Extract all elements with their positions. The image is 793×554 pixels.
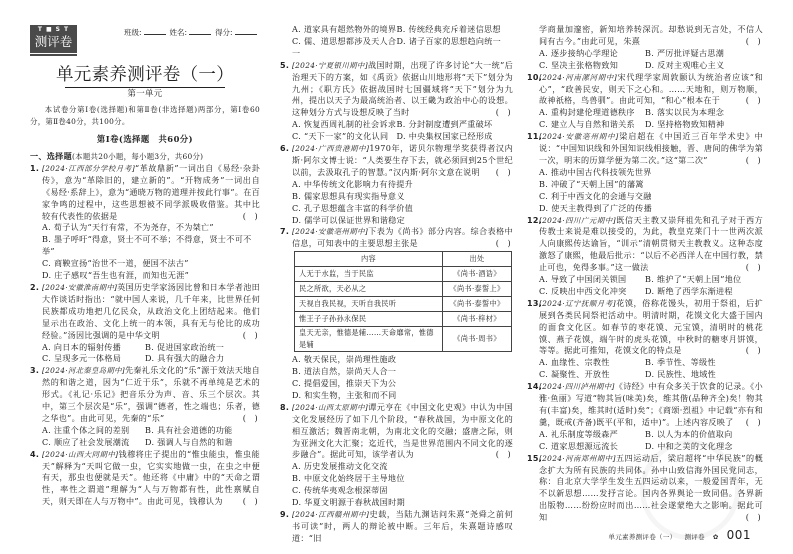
option-b[interactable]: B. 严厉批评疑古思潮	[645, 47, 725, 58]
column-1	[30, 62, 260, 508]
question-text: 《诗经》中有众多关于饮食的记录。《小雅·鱼丽》写道“物其旨(味美)矣，维其偕(品种齐全)矣！物其有(丰富)矣，维其时(适时)矣”；《商颂·烈祖》中记载“亦有和羹，既戒(齐备)既平(平和，适中)”。上述内容反映了	[539, 381, 763, 427]
answer-blank[interactable]: ( )	[745, 512, 761, 523]
question-number: 6.	[280, 144, 290, 154]
option-a[interactable]: A. 血缘性、宗教性	[539, 357, 610, 368]
question-stem	[280, 226, 513, 250]
question-number: 7.	[280, 227, 290, 237]
table-header: 出处	[443, 252, 512, 267]
option-d[interactable]: D. 强调人与自然的和谐	[145, 436, 233, 447]
answer-blank[interactable]: ( )	[495, 107, 511, 118]
table-cell: 《尚书·周书》	[443, 327, 512, 352]
option-a[interactable]: A. 注重个体之间的差别	[42, 424, 130, 435]
brand-logo	[30, 25, 77, 53]
answer-blank[interactable]: ( )	[745, 154, 761, 165]
question-source-tag: [2024·河南漯河期中]	[539, 72, 618, 82]
question-source-tag: [2024·山西太原期中]	[292, 402, 369, 412]
name-field[interactable]: 姓名:	[170, 27, 212, 38]
option-d[interactable]: D. 华夏文明源于春秋战国时期	[292, 497, 405, 508]
source-table	[294, 251, 512, 352]
question-number: 8.	[280, 402, 290, 412]
question-number: 12.	[527, 215, 543, 225]
question-source-tag: [2024·安徽亳州期中]	[292, 227, 369, 237]
question-source-tag: [2024·河南郑州期中]	[539, 453, 616, 463]
question-text: 既信天主教又崇拜祖先和孔子对于西方传教士来说是难以接受的，为此，教皇克莱门十一世两次派人向康熙传达谕旨，“训示”清朝贯彻天主教教义。这种态度激怒了康熙，他最后批示：“以后不必西洋人在中国行教，禁止可也，免得多事。”这一做法	[539, 214, 764, 273]
question-source-tag: [2024·四川广元期中]	[539, 215, 616, 225]
question-text: 梁启超在《中国近三百年学术史》中说：“中国知识线和外国知识线相接触，晋、唐间的佛学为第一次，明末的历算学便为第二次。”这“第二次”	[539, 131, 763, 165]
table-cell: 《尚书·泰誓上》	[443, 282, 512, 297]
option-a[interactable]: A. 敬天保民，崇尚理性施政	[292, 354, 397, 365]
page-subtitle: 第一单元	[127, 89, 163, 99]
option-d[interactable]: D. 和实生物，主张和而不同	[292, 389, 397, 400]
answer-options	[527, 274, 763, 298]
question-stem	[280, 143, 513, 179]
answer-blank[interactable]: ( )	[745, 262, 761, 273]
option-c[interactable]: C. 凝聚性、开放性	[539, 369, 610, 380]
option-c[interactable]: C. “天下一家”的文化认同	[292, 131, 389, 142]
option-c[interactable]: C. 道家思想源远流长	[539, 440, 619, 451]
option-c[interactable]: C. 反映出中西文化冲突	[539, 285, 627, 296]
option-d[interactable]: D. 儒学可以保证世界和谐稳定	[292, 214, 405, 225]
table-cell: 民之所欲，天必从之	[295, 282, 443, 297]
question-number: 11.	[527, 132, 543, 142]
answer-blank[interactable]: ( )	[242, 210, 258, 221]
column-3	[527, 24, 763, 544]
option-a[interactable]: A. 导致了中国闭关锁国	[539, 274, 627, 285]
question-stem	[527, 131, 763, 167]
logo-tst: T■ST	[37, 26, 73, 33]
table-row	[295, 297, 512, 312]
table-cell: 天视自我民视，天听自我民听	[295, 297, 443, 312]
question-stem	[30, 163, 260, 223]
option-c[interactable]: C. 提倡爱国，推崇天下为公	[292, 378, 397, 389]
question-source-tag: [2024·广西贵港期中]	[292, 144, 370, 154]
section-heading: 一、选择题(本题共20小题，每小题3分，共60分)	[30, 151, 204, 161]
option-d[interactable]: D. 民族性、地域性	[645, 369, 717, 380]
option-a[interactable]: A. 道家具有超然物外的境界	[292, 24, 397, 34]
table-cell: 《尚书·泰誓中》	[443, 297, 512, 312]
question-stem	[527, 381, 763, 429]
question-number: 1.	[30, 163, 40, 173]
question-stem	[527, 298, 763, 358]
flower-icon: ✿	[712, 533, 719, 542]
question-text: 宋代理学家周敦颐认为统治者应该“和心”，“政善民安，则天下之心和。……天地和，则万物顺，故神祇格，鸟兽驯”。由此可知，“和心”根本在于	[539, 71, 763, 106]
option-b[interactable]: B. 中原文化始终居于主导地位	[292, 473, 405, 484]
answer-blank[interactable]: ( )	[242, 329, 258, 340]
option-c[interactable]: C. 坚决主张格物致知	[539, 59, 619, 70]
exam-intro: 本试卷分第Ⅰ卷(选择题)和第Ⅱ卷(非选择题)两部分，第Ⅰ卷60分，第Ⅱ卷40分，共100分。	[30, 105, 260, 126]
option-b[interactable]: B. 道法自然，崇尚天人合一	[292, 366, 397, 377]
option-a[interactable]: A. 推动中国古代科技领先世界	[539, 166, 652, 177]
answer-blank[interactable]: ( )	[495, 166, 511, 177]
answer-options	[280, 461, 513, 509]
answer-options	[527, 429, 763, 453]
option-d[interactable]: D. 中和之美的文化理念	[645, 440, 733, 451]
option-a[interactable]: A. 礼乐制度等级森严	[539, 428, 619, 439]
footer-label: 测评卷	[684, 533, 705, 542]
table-header: 内容	[295, 252, 443, 267]
question-number: 2.	[30, 282, 40, 292]
question-stem	[280, 509, 513, 545]
question-stem	[527, 215, 763, 275]
option-c[interactable]: C. 儒、道思想都涉及天人合一	[292, 35, 397, 58]
question-text: 下表为《尚书》部分内容。综合表格中信息，可知表中的主要思想主张是	[292, 226, 514, 249]
option-d[interactable]: D. 坚持格物致知精神	[645, 119, 725, 130]
answer-options	[30, 425, 260, 449]
option-b[interactable]: B. 分封制度遭到严重破坏	[396, 119, 493, 130]
option-a[interactable]: A. 中华传统文化影响力有待提升	[292, 178, 414, 189]
question-text: 学商量加邃密，新知培养转深沉。却愁说到无言处，不信人间有古今。”由此可见，朱熹	[539, 24, 763, 46]
option-b[interactable]: B. 季节性、等级性	[645, 357, 716, 368]
question-number: 5.	[280, 60, 290, 70]
table-row	[295, 327, 512, 352]
question-source-tag: [2024·江西赣州期中]	[292, 510, 370, 519]
question-stem-continued	[527, 24, 763, 48]
option-b[interactable]: B. 落实以民为本理念	[645, 107, 725, 118]
question-text: 英国历史学家汤因比曾和日本学者池田大作谈话时指出：“就中国人来说，几千年来，比世界任何民族都成功地把几亿民众，从政治文化上团结起来。他们显示出在政治、文化上统一的本领，具有无与伦比的成功经验。”汤因比强调的是中华文明	[42, 281, 261, 340]
answer-blank[interactable]: ( )	[242, 496, 258, 507]
answer-options	[280, 354, 513, 402]
question-stem	[30, 365, 260, 425]
answer-blank[interactable]: ( )	[745, 416, 761, 427]
table-cell: 皇天无亲，惟德是辅……天命靡常，惟德是辅	[295, 327, 443, 352]
answer-options	[30, 222, 260, 282]
question-source-tag: [2024·安徽淮南期中]	[42, 282, 118, 292]
logo-brand: 测评卷	[34, 34, 73, 49]
option-b[interactable]: B. 维护了“天朝上国”地位	[645, 274, 742, 285]
answer-blank[interactable]: ( )	[745, 345, 761, 356]
table-row	[295, 267, 512, 282]
question-text: 谭元亨在《中国文化史观》中认为中国文化发展经历了如下几个阶段，“春秋战国，为中原文化的相互激活；魏晋南北朝，为南北文化的交融；盛唐之际，则为亚洲文化大汇聚；迄近代，当是世界范围内不同文化的逐步融合”。据此可知，该学者认为	[292, 401, 514, 460]
question-number: 9.	[280, 510, 290, 519]
answer-blank[interactable]: ( )	[745, 95, 761, 106]
answer-options	[30, 342, 260, 366]
option-c[interactable]: C. 传统华夷观念根深蒂固	[292, 485, 388, 496]
score-field[interactable]: 得分:	[215, 27, 257, 38]
option-b[interactable]: B. 传统经典充斥着迷信思想	[396, 24, 501, 34]
option-b[interactable]: B. 儒家思想具有现实指导意义	[292, 190, 405, 201]
answer-options	[280, 24, 513, 60]
question-source-tag: [2024·宁夏银川期中]	[292, 60, 368, 70]
answer-options	[527, 107, 763, 131]
option-a[interactable]: A. 向日本的辐射传播	[42, 341, 122, 352]
option-b[interactable]: B. 促进国家政治统一	[145, 341, 225, 352]
option-d[interactable]: D. 使天主教得到了广泛的传播	[539, 202, 652, 213]
question-text: 钱穆将庄子提出的“惟虫能虫，惟虫能天”解释为“天叫它做一虫，它实实地做一虫，在虫之中便有天，那虫也便就是天”。他还将《中庸》中的“天命之谓性，率性之谓道”理解为“人与万物都有性，此性禀赋自天，则天即在人与万物中”。由此可见，钱穆认为	[42, 448, 260, 507]
student-info-fields	[124, 27, 257, 38]
option-b[interactable]: B. 具有社会道德的功能	[145, 424, 233, 435]
question-number: 15.	[527, 453, 543, 463]
question-stem	[280, 402, 513, 462]
option-d[interactable]: D. 断绝了西学东渐进程	[645, 285, 733, 296]
question-source-tag: [2024·河北秦皇岛期中]	[42, 366, 125, 376]
option-c[interactable]: C. 孔子思想蕴含丰富的科学价值	[292, 202, 414, 213]
table-cell: 《尚书·酒诰》	[443, 267, 512, 282]
table-row	[295, 312, 512, 327]
part-heading: 第Ⅰ卷(选择题 共60分)	[96, 134, 194, 144]
table-cell: 人无于水监，当于民监	[295, 267, 443, 282]
option-c[interactable]: C. 商鞅宣扬“治世不一道，便国不法古”	[42, 258, 189, 269]
option-b[interactable]: B. 冲破了“天朝上国”的藩篱	[539, 178, 644, 189]
question-source-tag: [2024·安徽亳州期中]	[539, 132, 619, 142]
option-a[interactable]: A. 历史发展推动文化交流	[292, 461, 388, 472]
option-d[interactable]: D. 中央集权国家已经形成	[396, 131, 493, 142]
option-b[interactable]: B. 墨子呼吁“得意，贤士不可不举；不得意，贤士不可不举”	[42, 234, 252, 257]
answer-options	[280, 179, 513, 227]
table-cell: 惟王子子孙孙永保民	[295, 312, 443, 327]
option-a[interactable]: A. 逐步接纳心学理论	[539, 47, 619, 58]
page-title: 单元素养测评卷（一）	[56, 65, 234, 85]
question-text: 战国时期，出现了许多讨论“大一统”后治理天下的方案，如《禹贡》依据山川地形将“天下”划分为九州；《职方氏》依据战国时七国疆域将“天下”划分为九州，提出以天子为最高统治者、以王畿为政治中心的设想。这种划分方式与设想反映了当时	[292, 59, 513, 118]
option-d[interactable]: D. 庄子感叹“吾生也有涯，而知也无涯”	[42, 270, 190, 281]
footer-title: 单元素养测评卷（一）	[608, 533, 677, 542]
answer-options	[527, 48, 763, 72]
question-source-tag: [2024·四川泸州期中]	[539, 382, 615, 392]
page-number: 001	[726, 528, 751, 543]
question-text: 史载，当陆九渊诘问朱熹“尧舜之前何书可读”时，两人的辩论被中断。三年后，朱熹题诗感叹道：“旧	[292, 509, 513, 543]
option-a[interactable]: A. 重构封建伦理道德秩序	[539, 107, 635, 118]
question-text: 花馍，俗称花馒头，初用于祭祖，后扩展到各类民间祭祀活动中。明清时期，花馍文化大盛于国内的面食文化区。如春节的枣花馍、元宝馍，清明时的桃花馍、燕子花馍，端午时的虎头花馍，中秋时的糖枣月饼馍，等等。据此可推知，花馍文化的特点是	[539, 297, 764, 356]
question-stem	[30, 449, 260, 509]
option-c[interactable]: C. 呈现多元一体格局	[42, 353, 122, 364]
question-number: 10.	[527, 72, 543, 82]
question-number: 14.	[527, 382, 543, 392]
answer-blank[interactable]: ( )	[495, 449, 511, 460]
question-number: 3.	[30, 366, 40, 376]
answer-blank[interactable]: ( )	[495, 238, 511, 249]
option-c[interactable]: C. 顺应了社会发展潮流	[42, 436, 130, 447]
option-a[interactable]: A. 恢复西周礼制的社会诉求	[292, 119, 397, 130]
page-footer	[527, 528, 763, 544]
question-number: 4.	[30, 449, 40, 459]
question-text: 1970年，诺贝尔物理学奖获得者汉内斯·阿尔文博士说：“人类要生存下去，就必须回到25个世纪以前，去汲取孔子的智慧。”汉内斯·阿尔文意在说明	[292, 143, 513, 177]
option-d[interactable]: D. 具有强大的融合力	[145, 353, 225, 364]
question-source-tag: [2024·江西部分学校月考]	[42, 163, 136, 173]
option-a[interactable]: A. 荀子认为“天行有常，不为尧存，不为桀亡”	[42, 222, 214, 233]
option-c[interactable]: C. 利于中西文化的会通与交融	[539, 190, 652, 201]
option-d[interactable]: D. 反对主观唯心主义	[645, 59, 725, 70]
question-source-tag: [2024·山西大同期中]	[42, 449, 119, 459]
option-b[interactable]: B. 以人为本的价值取向	[645, 428, 733, 439]
table-header-row	[295, 252, 512, 267]
question-stem	[527, 72, 763, 108]
answer-blank[interactable]: ( )	[242, 412, 258, 423]
question-text: 五四运动后，梁启超将“中华民族”的概念扩大为所有民族的共同体。孙中山致信海外国民党同志，称：自北京大学学生发生五四运动以来，一般爱国青年，无不以新思想……发抒言论。国内各界舆论一致同倡。各界新出版物……纷纷应时而出……社会遂蒙绝大之影响。据此可知	[539, 452, 763, 523]
answer-options	[527, 357, 763, 381]
question-text: 先秦礼乐文化的“乐”源于效法天地自然的和谐之道，因为“仁近于乐”，乐就不再单纯是艺术的形式。《礼记·乐记》把音乐分为声、音、乐三个层次。其中，第三个层次是“乐”，强调“德者，性之端也；乐者，德之华也”。由此可见，先秦的“乐”	[42, 365, 260, 423]
question-text: “革故鼎新”一词出自《易经·杂卦传》，意为“革除旧的，建立新的”。“开物成务”一词出自《易经·系辞上》，意为“通晓万物的道理并按此行事”。在百家争鸣的过程中，这些思想被不同学派吸收借鉴。其中比较有代表性的依据是	[42, 162, 260, 221]
question-stem	[280, 60, 513, 120]
option-c[interactable]: C. 建立人与自然和谐关系	[539, 119, 635, 130]
answer-options	[527, 167, 763, 215]
class-field[interactable]: 班级:	[124, 27, 166, 38]
question-number: 13.	[527, 298, 543, 308]
table-cell: 《尚书·梓材》	[443, 312, 512, 327]
question-source-tag: [2024·辽宁抚顺月考]	[539, 298, 616, 308]
column-2	[280, 24, 513, 545]
question-stem	[527, 453, 763, 524]
answer-blank[interactable]: ( )	[745, 35, 761, 46]
logo-underline	[30, 54, 77, 56]
question-stem	[30, 282, 260, 342]
table-row	[295, 282, 512, 297]
option-d[interactable]: D. 诸子百家的思想趋向统一	[396, 35, 502, 46]
answer-options	[280, 119, 513, 143]
